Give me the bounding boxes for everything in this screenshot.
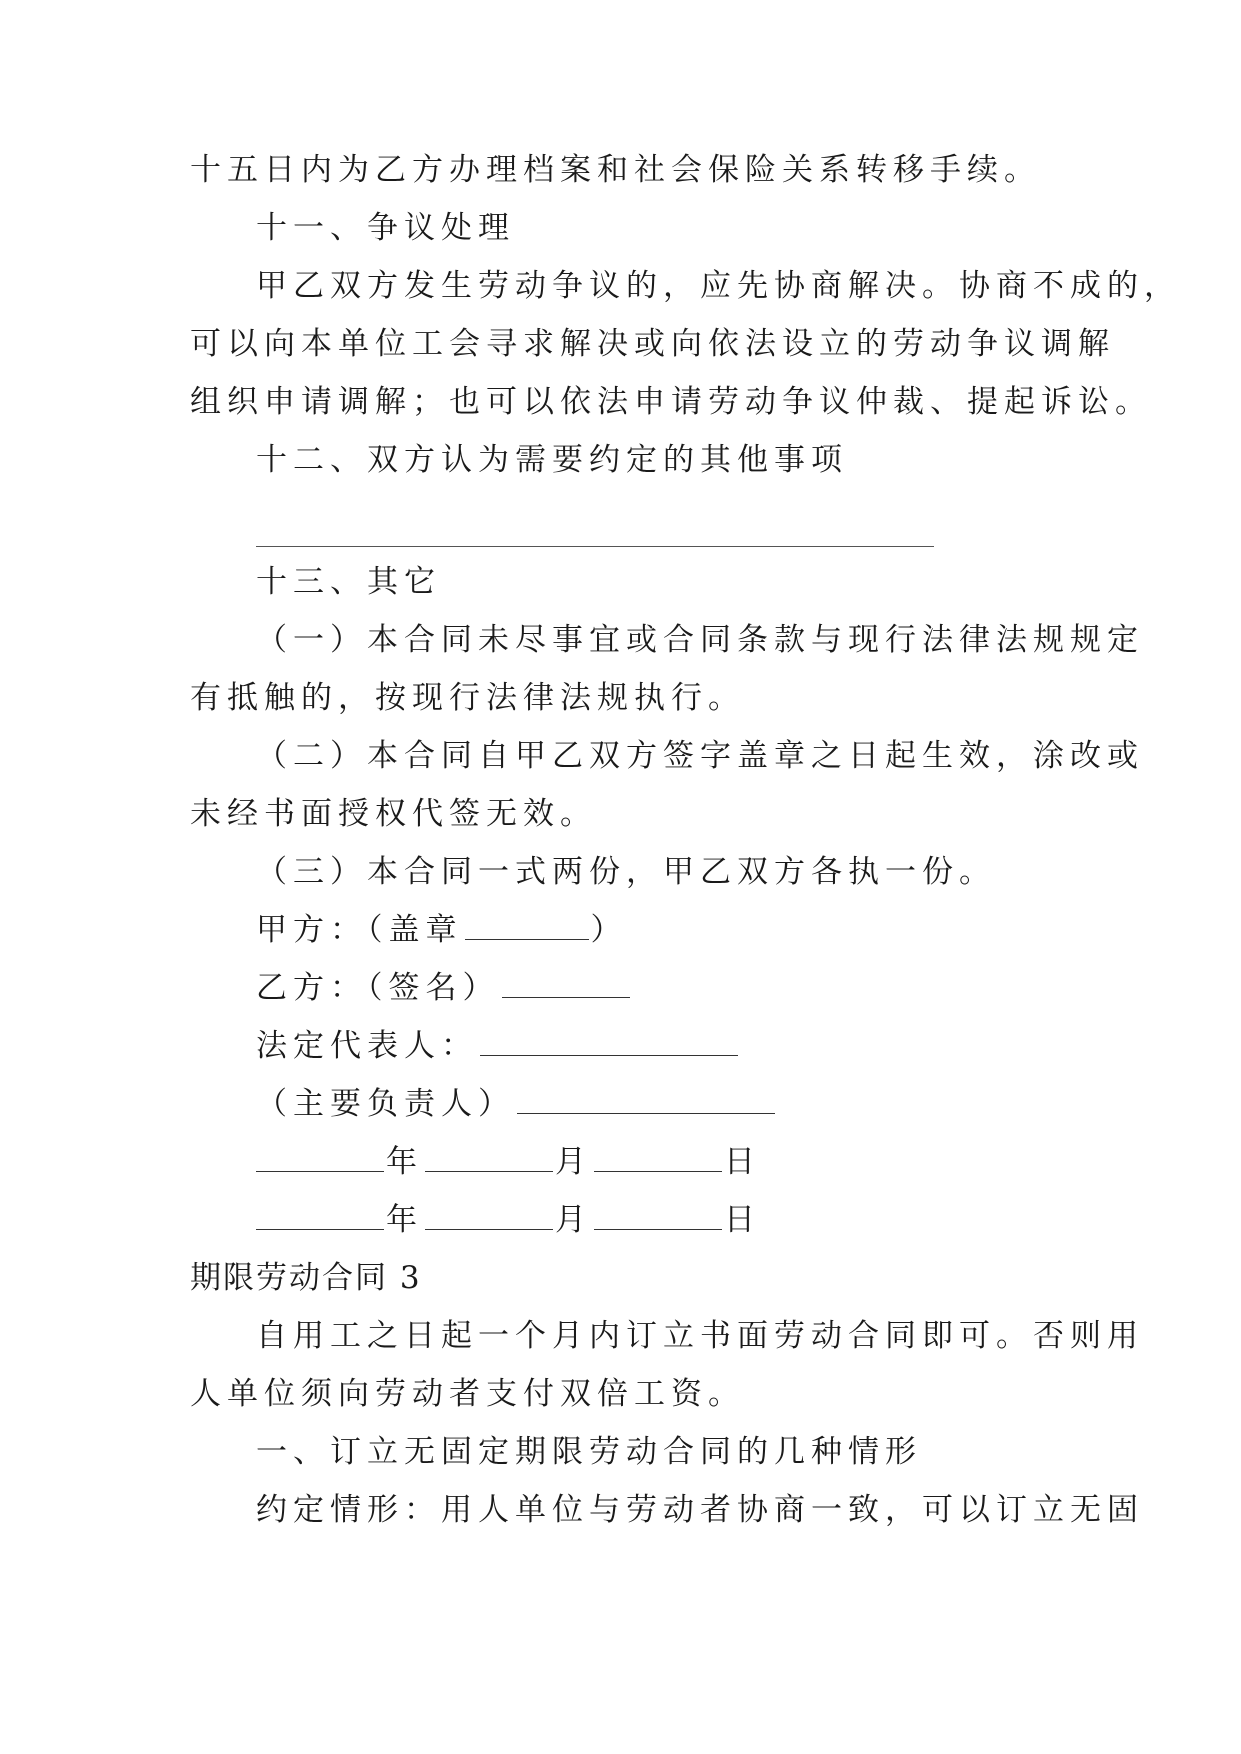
paragraph-line: 人单位须向劳动者支付双倍工资。 <box>190 1376 745 1412</box>
party-b-signature-blank <box>502 969 630 998</box>
party-a-seal-blank <box>465 911 589 940</box>
paragraph-line: 甲乙双方发生劳动争议的，应先协商解决。协商不成的， <box>256 268 1181 304</box>
paragraph-line: （三）本合同一式两份，甲乙双方各执一份。 <box>256 854 996 890</box>
paragraph-line: 可以向本单位工会寻求解决或向依法设立的劳动争议调解 <box>190 326 1115 362</box>
legal-representative-line <box>256 1026 740 1066</box>
month-blank <box>425 1201 553 1230</box>
paragraph-line: 组织申请调解；也可以依法申请劳动争议仲裁、提起诉讼。 <box>190 384 1152 420</box>
paragraph-line: （二）本合同自甲乙双方签字盖章之日起生效，涂改或 <box>256 738 1144 774</box>
paragraph-line: 自用工之日起一个月内订立书面劳动合同即可。否则用 <box>256 1318 1144 1354</box>
month-label: 月 <box>555 1202 592 1238</box>
legal-rep-blank <box>480 1027 738 1056</box>
day-blank <box>594 1201 722 1230</box>
legal-rep-label: 法定代表人： <box>256 1028 478 1064</box>
month-label: 月 <box>555 1144 592 1180</box>
principal-label: （主要负责人） <box>256 1086 515 1122</box>
year-blank <box>256 1143 384 1172</box>
party-a-label: 甲方：（盖章 <box>256 912 463 948</box>
day-label: 日 <box>724 1144 761 1180</box>
principal-line <box>256 1084 777 1124</box>
party-b-signature-line <box>256 968 632 1008</box>
section-heading-13: 十三、其它 <box>256 564 441 600</box>
paragraph-line: 十五日内为乙方办理档案和社会保险关系转移手续。 <box>190 152 1041 188</box>
month-blank <box>425 1143 553 1172</box>
principal-blank <box>517 1085 775 1114</box>
paragraph-line: 有抵触的，按现行法律法规执行。 <box>190 680 745 716</box>
paragraph-line: 约定情形：用人单位与劳动者协商一致，可以订立无固 <box>256 1492 1144 1528</box>
year-label: 年 <box>386 1202 423 1238</box>
day-blank <box>594 1143 722 1172</box>
party-a-signature-line <box>256 910 628 950</box>
party-a-close-paren: ） <box>590 912 628 948</box>
paragraph-line: （一）本合同未尽事宜或合同条款与现行法律法规规定 <box>256 622 1144 658</box>
day-label: 日 <box>724 1202 761 1238</box>
year-blank <box>256 1201 384 1230</box>
date-line-1 <box>256 1142 761 1182</box>
section-heading-12: 十二、双方认为需要约定的其他事项 <box>256 442 848 478</box>
year-label: 年 <box>386 1144 423 1180</box>
date-line-2 <box>256 1200 761 1240</box>
paragraph-line: 未经书面授权代签无效。 <box>190 796 597 832</box>
blank-fill-line <box>256 546 934 547</box>
section-heading-11: 十一、争议处理 <box>256 210 515 246</box>
party-b-label: 乙方：（签名） <box>256 970 500 1006</box>
section-title: 期限劳动合同 3 <box>190 1260 422 1296</box>
section-heading-1: 一、订立无固定期限劳动合同的几种情形 <box>256 1434 922 1470</box>
